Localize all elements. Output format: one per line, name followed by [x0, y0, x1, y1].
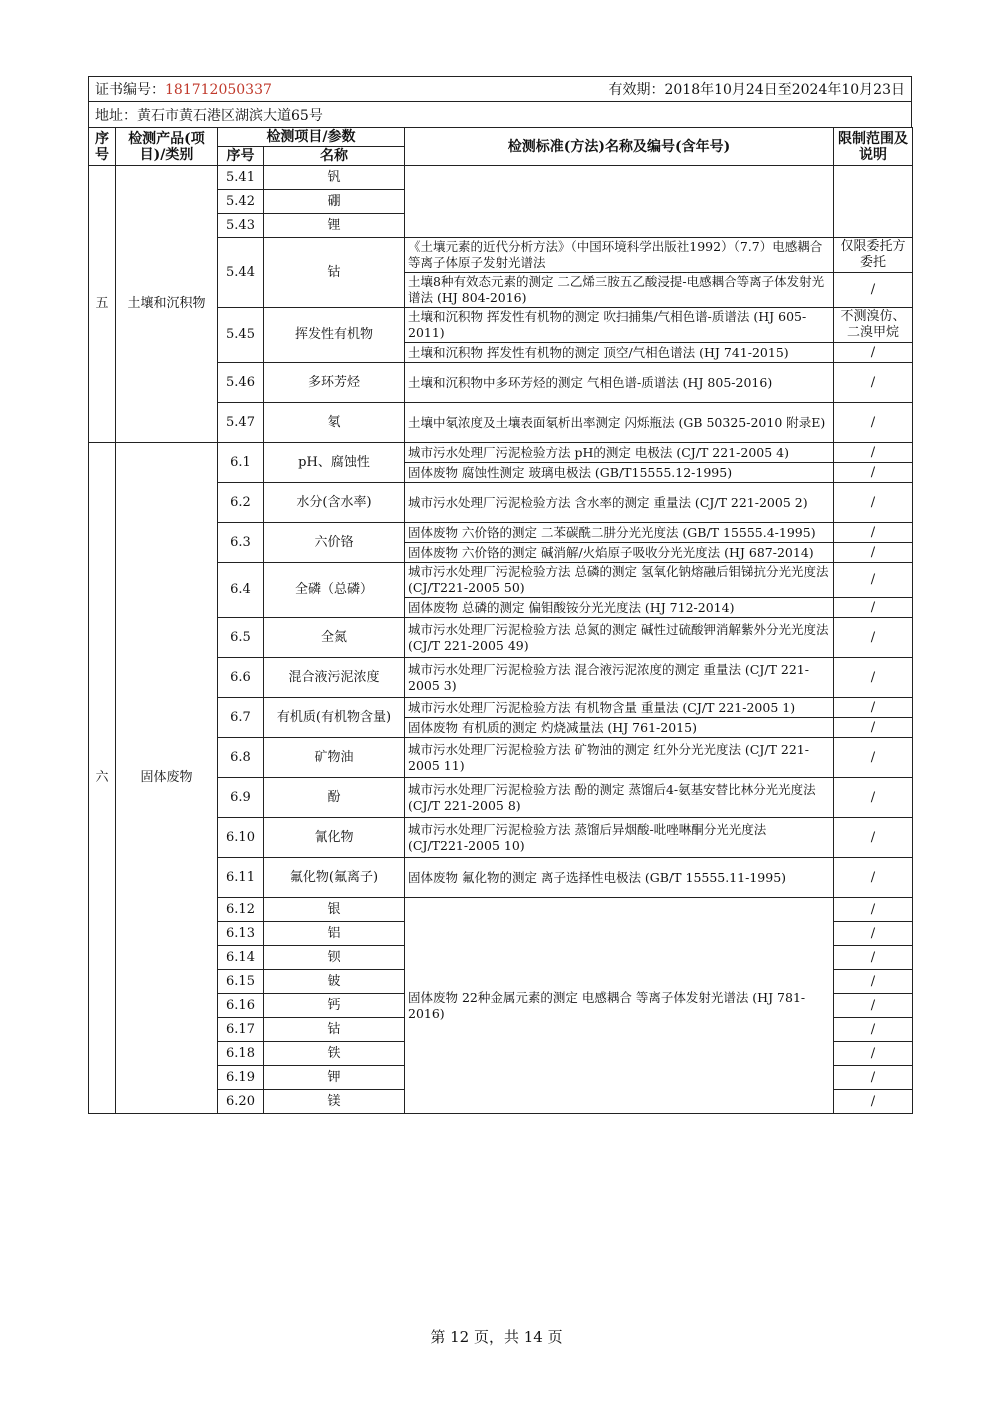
limit-text: / — [834, 483, 913, 523]
page-footer: 第 12 页，共 14 页 — [430, 1328, 563, 1346]
category-seq: 五 — [89, 166, 116, 443]
param-no: 6.14 — [218, 946, 264, 970]
limit-text: / — [834, 970, 913, 994]
col-seq: 序号 — [89, 128, 116, 166]
param-no: 6.17 — [218, 1018, 264, 1042]
param-no: 6.6 — [218, 658, 264, 698]
limit-text: / — [834, 1066, 913, 1090]
param-no: 6.18 — [218, 1042, 264, 1066]
param-name: 氡 — [264, 403, 405, 443]
param-no: 6.15 — [218, 970, 264, 994]
param-name: 钙 — [264, 994, 405, 1018]
param-name: 铍 — [264, 970, 405, 994]
param-no: 6.11 — [218, 858, 264, 898]
limit-text: / — [834, 543, 913, 563]
standard-text: 固体废物 六价铬的测定 碱消解/火焰原子吸收分光光度法 (HJ 687-2014) — [405, 543, 834, 563]
standard-text: 城市污水处理厂污泥检验方法 含水率的测定 重量法 (CJ/T 221-2005 2) — [405, 483, 834, 523]
param-name: 钴 — [264, 238, 405, 308]
standard-text: 城市污水处理厂污泥检验方法 酚的测定 蒸馏后4-氨基安替比林分光光度法 (CJ/T 221-2005 8) — [405, 778, 834, 818]
param-no: 5.46 — [218, 363, 264, 403]
standard-text: 城市污水处理厂污泥检验方法 总氮的测定 碱性过硫酸钾消解紫外分光光度法 (CJ/T 221-2005 49) — [405, 618, 834, 658]
param-name: 钡 — [264, 946, 405, 970]
standard-text: 城市污水处理厂污泥检验方法 矿物油的测定 红外分光光度法 (CJ/T 221-2005 11) — [405, 738, 834, 778]
limit-text: 不测溴仿、二溴甲烷 — [834, 308, 913, 343]
param-no: 5.41 — [218, 166, 264, 190]
param-name: 氰化物 — [264, 818, 405, 858]
param-name: 铁 — [264, 1042, 405, 1066]
limit-text: / — [834, 443, 913, 463]
param-no: 6.7 — [218, 698, 264, 738]
param-name: 有机质(有机物含量) — [264, 698, 405, 738]
limit-text: / — [834, 563, 913, 598]
param-no: 6.12 — [218, 898, 264, 922]
param-no: 5.44 — [218, 238, 264, 308]
limit-text: / — [834, 898, 913, 922]
limit-text: / — [834, 658, 913, 698]
param-no: 5.47 — [218, 403, 264, 443]
limit-text: / — [834, 698, 913, 718]
limit-text: / — [834, 343, 913, 363]
param-name: 矿物油 — [264, 738, 405, 778]
param-no: 5.45 — [218, 308, 264, 363]
category-name: 土壤和沉积物 — [116, 166, 218, 443]
limit-text: / — [834, 738, 913, 778]
param-no: 6.20 — [218, 1090, 264, 1114]
address-line: 地址：黄石市黄石港区湖滨大道65号 — [88, 101, 912, 128]
col-standard: 检测标准(方法)名称及编号(含年号) — [405, 128, 834, 166]
param-name: 多环芳烃 — [264, 363, 405, 403]
standard-text: 城市污水处理厂污泥检验方法 总磷的测定 氢氧化钠熔融后钼锑抗分光光度法 (CJ/T221-2005 50) — [405, 563, 834, 598]
param-name: 锂 — [264, 214, 405, 238]
metals-standard: 固体废物 22种金属元素的测定 电感耦合 等离子体发射光谱法 (HJ 781-2016) — [405, 898, 834, 1114]
table-row — [89, 166, 913, 190]
standard-text: 固体废物 总磷的测定 偏钼酸铵分光光度法 (HJ 712-2014) — [405, 598, 834, 618]
limit-text: / — [834, 946, 913, 970]
limit-text: / — [834, 922, 913, 946]
category-name: 固体废物 — [116, 443, 218, 1114]
param-no: 6.13 — [218, 922, 264, 946]
param-no: 6.5 — [218, 618, 264, 658]
col-param-name: 名称 — [264, 147, 405, 166]
limit-text: / — [834, 598, 913, 618]
standard-text: 固体废物 有机质的测定 灼烧减量法 (HJ 761-2015) — [405, 718, 834, 738]
limit-text: / — [834, 858, 913, 898]
standard-text: 城市污水处理厂污泥检验方法 混合液污泥浓度的测定 重量法 (CJ/T 221-2005 3) — [405, 658, 834, 698]
param-no: 6.2 — [218, 483, 264, 523]
param-no: 5.42 — [218, 190, 264, 214]
standard-text: 土壤和沉积物 挥发性有机物的测定 吹扫捕集/气相色谱-质谱法 (HJ 605-2011) — [405, 308, 834, 343]
table-body — [89, 166, 913, 1114]
param-no: 6.1 — [218, 443, 264, 483]
limit-text: / — [834, 1018, 913, 1042]
col-product: 检测产品(项目)/类别 — [116, 128, 218, 166]
standard-text — [405, 166, 834, 238]
param-name: 氟化物(氟离子) — [264, 858, 405, 898]
param-name: 银 — [264, 898, 405, 922]
limit-text: / — [834, 994, 913, 1018]
param-name: pH、腐蚀性 — [264, 443, 405, 483]
param-no: 6.10 — [218, 818, 264, 858]
param-name: 钾 — [264, 1066, 405, 1090]
limit-text: / — [834, 1042, 913, 1066]
limit-text — [834, 166, 913, 238]
limit-text: / — [834, 818, 913, 858]
limit-text: / — [834, 718, 913, 738]
param-no: 6.19 — [218, 1066, 264, 1090]
standard-text: 固体废物 腐蚀性测定 玻璃电极法 (GB/T15555.12-1995) — [405, 463, 834, 483]
col-limit: 限制范围及说明 — [834, 128, 913, 166]
param-no: 5.43 — [218, 214, 264, 238]
category-seq: 六 — [89, 443, 116, 1114]
limit-text: 仅限委托方委托 — [834, 238, 913, 273]
limit-text: / — [834, 463, 913, 483]
standard-text: 土壤中氡浓度及土壤表面氡析出率测定 闪烁瓶法 (GB 50325-2010 附录E) — [405, 403, 834, 443]
col-param: 检测项目/参数 — [218, 128, 405, 147]
standard-text: 城市污水处理厂污泥检验方法 pH的测定 电极法 (CJ/T 221-2005 4) — [405, 443, 834, 463]
limit-text: / — [834, 273, 913, 308]
param-name: 铝 — [264, 922, 405, 946]
standard-text: 土壤和沉积物中多环芳烃的测定 气相色谱-质谱法 (HJ 805-2016) — [405, 363, 834, 403]
param-no: 6.16 — [218, 994, 264, 1018]
param-no: 6.3 — [218, 523, 264, 563]
param-no: 6.9 — [218, 778, 264, 818]
certificate-header — [88, 76, 912, 102]
param-name: 全磷（总磷） — [264, 563, 405, 618]
standard-text: 《土壤元素的近代分析方法》（中国环境科学出版社1992）（7.7）电感耦合等离子体原子发射光谱法 — [405, 238, 834, 273]
param-name: 镁 — [264, 1090, 405, 1114]
certificate-number: 证书编号：181712050337 — [95, 82, 272, 98]
param-name: 全氮 — [264, 618, 405, 658]
param-no: 6.4 — [218, 563, 264, 618]
scope-table — [88, 127, 913, 1114]
param-name: 硼 — [264, 190, 405, 214]
standard-text: 土壤和沉积物 挥发性有机物的测定 顶空/气相色谱法 (HJ 741-2015) — [405, 343, 834, 363]
limit-text: / — [834, 363, 913, 403]
table-row — [89, 443, 913, 463]
param-name: 钴 — [264, 1018, 405, 1042]
limit-text: / — [834, 778, 913, 818]
param-name: 挥发性有机物 — [264, 308, 405, 363]
limit-text: / — [834, 403, 913, 443]
param-name: 混合液污泥浓度 — [264, 658, 405, 698]
param-no: 6.8 — [218, 738, 264, 778]
table-header-row — [89, 128, 913, 147]
param-name: 水分(含水率) — [264, 483, 405, 523]
limit-text: / — [834, 618, 913, 658]
validity-period: 有效期：2018年10月24日至2024年10月23日 — [608, 82, 905, 98]
limit-text: / — [834, 523, 913, 543]
standard-text: 固体废物 六价铬的测定 二苯碳酰二肼分光光度法 (GB/T 15555.4-1995) — [405, 523, 834, 543]
limit-text: / — [834, 1090, 913, 1114]
param-name: 钒 — [264, 166, 405, 190]
param-name: 酚 — [264, 778, 405, 818]
col-param-no: 序号 — [218, 147, 264, 166]
param-name: 六价铬 — [264, 523, 405, 563]
standard-text: 城市污水处理厂污泥检验方法 有机物含量 重量法 (CJ/T 221-2005 1) — [405, 698, 834, 718]
standard-text: 固体废物 氟化物的测定 离子选择性电极法 (GB/T 15555.11-1995) — [405, 858, 834, 898]
standard-text: 土壤8种有效态元素的测定 二乙烯三胺五乙酸浸提-电感耦合等离子体发射光谱法 (HJ 804-2016) — [405, 273, 834, 308]
standard-text: 城市污水处理厂污泥检验方法 蒸馏后异烟酸-吡唑啉酮分光光度法 (CJ/T221-2005 10) — [405, 818, 834, 858]
